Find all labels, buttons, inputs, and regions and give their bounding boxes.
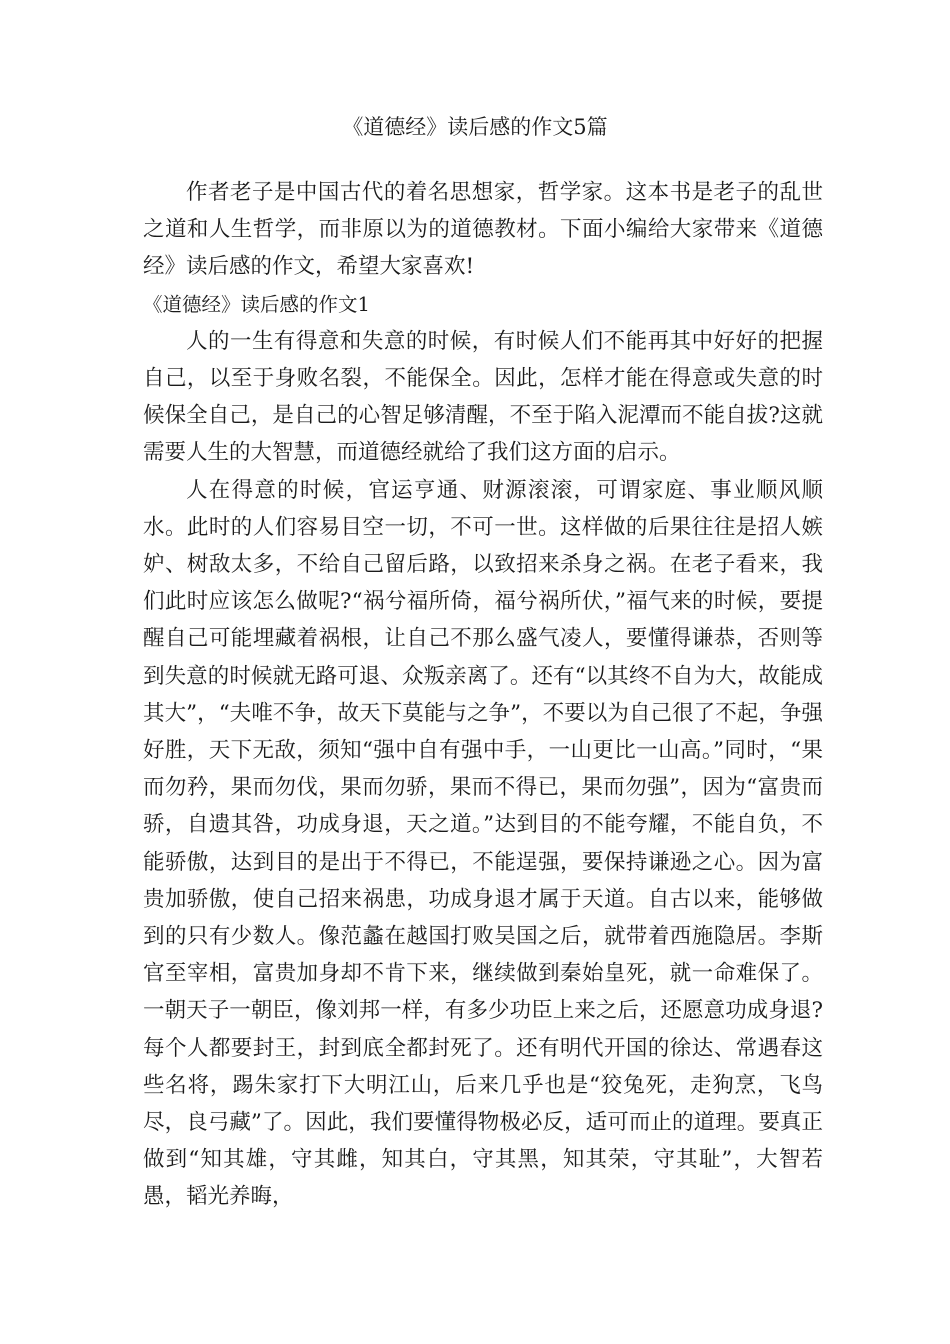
body-paragraph-2: 人在得意的时候，官运亨通、财源滚滚，可谓家庭、事业顺风顺水。此时的人们容易目空一切，不可一世。这样做的后果往往是招人嫉妒、树敌太多，不给自己留后路，以致招来杀身之祸。在老子看来，我们此时应该怎么做呢?“祸兮福所倚，福兮祸所伏，”福气来的时候，要提醒自己可能埋藏着祸根，让自己不那么盛气凌人，要懂得谦恭，否则等到失意的时候就无路可退、众叛亲离了。还有“以其终不自为大，故能成其大”，“夫唯不争，故天下莫能与之争”，不要以为自己很了不起，争强好胜，天下无敌，须知“强中自有强中手，一山更比一山高。”同时，“果而勿矜，果而勿伐，果而勿骄，果而不得已，果而勿强”，因为“富贵而骄，自遗其咎，功成身退，天之道。”达到目的不能夸耀，不能自负，不能骄傲，达到目的是出于不得已，不能逞强，要保持谦逊之心。因为富贵加骄傲，使自己招来祸患，功成身退才属于天道。自古以来，能够做到的只有少数人。像范蠡在越国打败吴国之后，就带着西施隐居。李斯官至宰相，富贵加身却不肯下来，继续做到秦始皇死，就一命难保了。一朝天子一朝臣，像刘邦一样，有多少功臣上来之后，还愿意功成身退?每个人都要封王，封到底全都封死了。还有明代开国的徐达、常遇春这些名将，踢朱家打下大明江山，后来几乎也是“狡兔死，走狗烹，飞鸟尽，良弓藏”了。因此，我们要懂得物极必反，适可而止的道理。要真正做到“知其雄，守其雌，知其白，守其黑，知其荣，守其耻”，大智若愚，韬光养晦， (143, 477, 823, 1210)
intro-paragraph: 作者老子是中国古代的着名思想家，哲学家。这本书是老子的乱世之道和人生哲学，而非原以为的道德教材。下面小编给大家带来《道德经》读后感的作文，希望大家喜欢! (143, 180, 823, 280)
section-heading: 《道德经》读后感的作文1 (143, 292, 370, 316)
document-title: 《道德经》读后感的作文5篇 (342, 115, 608, 139)
body-paragraph-1: 人的一生有得意和失意的时候，有时候人们不能再其中好好的把握自己，以至于身败名裂，不能保全。因此，怎样才能在得意或失意的时候保全自己，是自己的心智足够清醒，不至于陷入泥潭而不能自拔?这就需要人生的大智慧，而道德经就给了我们这方面的启示。 (143, 328, 823, 466)
document-body (143, 174, 823, 1216)
